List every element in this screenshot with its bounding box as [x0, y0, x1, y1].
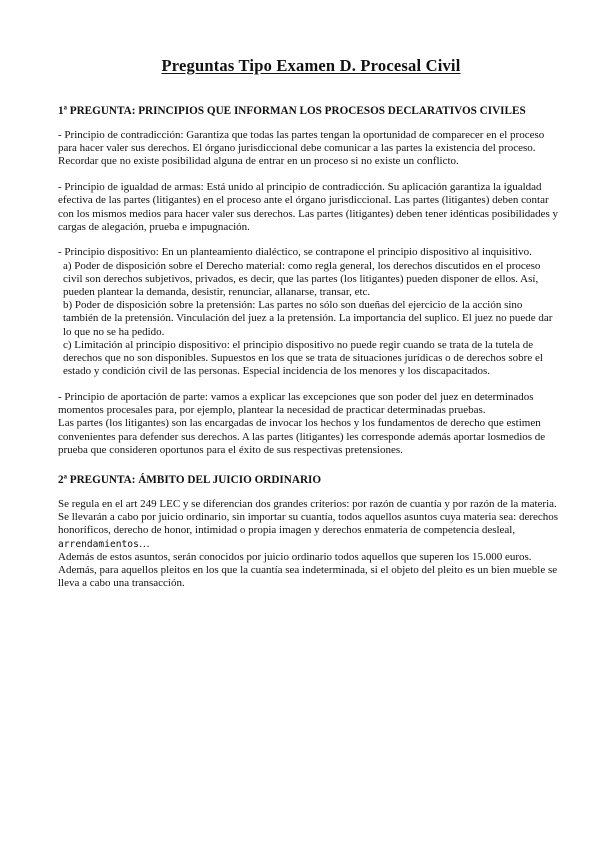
paragraph-igualdad-armas: - Principio de igualdad de armas: Está unido al principio de contradicción. Su aplicación garantiza la igualdad efectiva de las partes (litigantes) en el proceso ante el órgano jurisdiccional. Las partes (litigantes) deben contar con los mismos medios para hacer valer sus derechos. Las partes (litigantes) deben tener idénticas posibilidades y cargas de alegación, prueba e impugnación.	[58, 181, 559, 233]
paragraph-contradiccion: - Principio de contradicción: Garantiza que todas las partes tengan la oportunidad de comparecer en el proceso para hacer valer sus derechos. El órgano jurisdiccional debe comunicar a las partes la existencia del proceso. Recordar que no existe posibilidad alguna de entrar en un proceso si no existe un conflicto.	[58, 129, 545, 168]
paragraph-dispositivo: - Principio dispositivo: En un planteamiento dialéctico, se contrapone el principio dispositivo al inquisitivo.	[58, 246, 532, 259]
paragraph-regulacion: Se regula en el art 249 LEC y se diferencian dos grandes criterios: por razón de cuantía y por razón de la materia.	[58, 497, 557, 510]
paragraph-materia	[58, 511, 560, 551]
paragraph-aportacion-parte: - Principio de aportación de parte: vamos a explicar las excepciones que son poder del juez en determinados momentos procesales para, por ejemplo, plantear la necesidad de practicar determinadas pruebas.	[58, 390, 534, 417]
arrendamientos-term: arrendamientos	[58, 538, 139, 550]
paragraph-partes-litigantes: Las partes (los litigantes) son las encargadas de invocar los hechos y los fundamentos de derecho que estimen convenientes para defender sus derechos. A las partes (litigantes) les corresponde además aportar losmedios de prueba que consideren oportunos para el éxito de sus respectivas pretensiones.	[58, 417, 546, 456]
paragraph-materia-ellipsis: …	[138, 537, 150, 550]
question-1-heading: 1ª PREGUNTA: PRINCIPIOS QUE INFORMAN LOS PROCESOS DECLARATIVOS CIVILES	[58, 105, 526, 117]
paragraph-dispositivo-a: a) Poder de disposición sobre el Derecho material: como regla general, los derechos discutidos en el proceso civil son derechos subjetivos, privados, es decir, que las partes (los litigantes) pueden disponer de ellos. Así, pueden plantear la demanda, desistir, renunciar, allanarse, transar, etc.	[63, 259, 541, 299]
paragraph-dispositivo-b: b) Poder de disposición sobre la pretensión: Las partes no sólo son dueñas del ejercicio de la acción sino también de la pretensión. Vinculación del juez a la pretensión. La importancia del suplico. El juez no puede dar lo que no se ha pedido.	[63, 299, 553, 338]
paragraph-materia-text: Se llevarán a cabo por juicio ordinario, sin importar su cuantía, todos aquellos asuntos cuya materia sea: derechos honoríficos, derecho de honor, intimidad o propia imagen y derechos enmateria de competencia desleal,	[58, 511, 559, 537]
paragraph-dispositivo-c: c) Limitación al principio dispositivo: el principio dispositivo no puede regir cuando se trata de la tutela de derechos que no son disponibles. Supuestos en los que se trata de situaciones jurídicas o de derechos sobre el estado y condición civil de las personas. Especial incidencia de los menores y los discapacitados.	[63, 338, 543, 378]
paragraph-cuantia: Además de estos asuntos, serán conocidos por juicio ordinario todos aquellos que superen los 15.000 euros. Además, para aquellos pleitos en los que la cuantía sea indeterminada, si el objeto del pleito es un bien mueble se lleva a cabo una transacción.	[58, 550, 558, 590]
question-2-heading: 2ª PREGUNTA: ÁMBITO DEL JUICIO ORDINARIO	[58, 473, 322, 486]
document-title: Preguntas Tipo Examen D. Procesal Civil	[161, 56, 461, 75]
